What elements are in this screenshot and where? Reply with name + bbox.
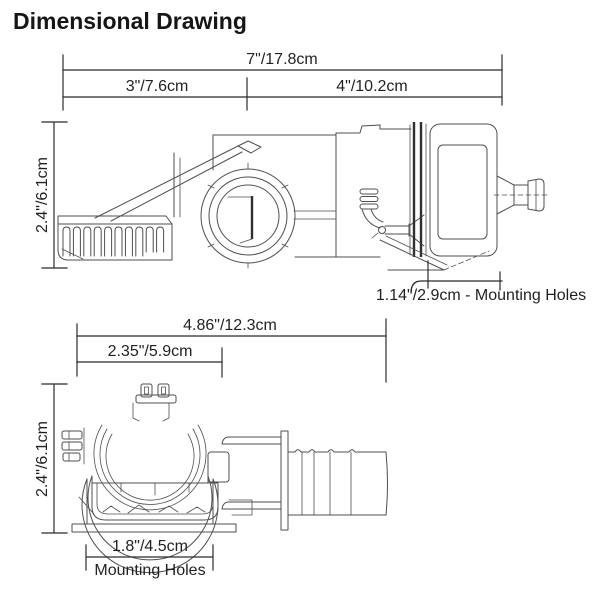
outlet-nozzle — [494, 176, 548, 214]
dim-overall-length-label: 7"/17.8cm — [246, 51, 318, 68]
dim-front-height-label: 2.4"/6.1cm — [34, 421, 51, 497]
front-outlet-assembly — [208, 431, 288, 530]
mounting-flange — [380, 236, 489, 270]
vent-slots — [360, 189, 378, 209]
motor-end-cap — [430, 124, 497, 256]
pump-lock-ring — [201, 163, 295, 268]
dim-rear-section-label: 4"/10.2cm — [336, 78, 408, 95]
dim-overall-width-label: 4.86"/12.3cm — [183, 317, 277, 334]
pump-housing — [213, 125, 411, 257]
dim-front-section-label: 3"/7.6cm — [125, 78, 189, 95]
front-view-drawing — [62, 384, 388, 573]
side-tabs — [62, 428, 94, 514]
strainer-tray — [92, 483, 218, 520]
mounting-holes-caption: Mounting Holes — [94, 562, 206, 579]
top-latch-tabs — [136, 384, 176, 403]
dim-side-height-label: 2.4"/6.1cm — [34, 157, 51, 233]
page-title: Dimensional Drawing — [13, 8, 247, 34]
base-plate — [72, 524, 236, 532]
dim-body-width-label: 2.35"/5.9cm — [107, 343, 193, 360]
front-view-dimensions — [34, 317, 386, 579]
side-view-dimensions — [34, 51, 586, 304]
hose-barb — [288, 450, 388, 515]
dim-mounting-holes-label: 1.14"/2.9cm - Mounting Holes — [375, 287, 587, 304]
mounting-brace — [95, 141, 261, 221]
dim-mounting-width-label: 1.8"/4.5cm — [112, 538, 188, 555]
side-view-drawing — [58, 122, 548, 270]
strainer-slots — [63, 227, 164, 256]
